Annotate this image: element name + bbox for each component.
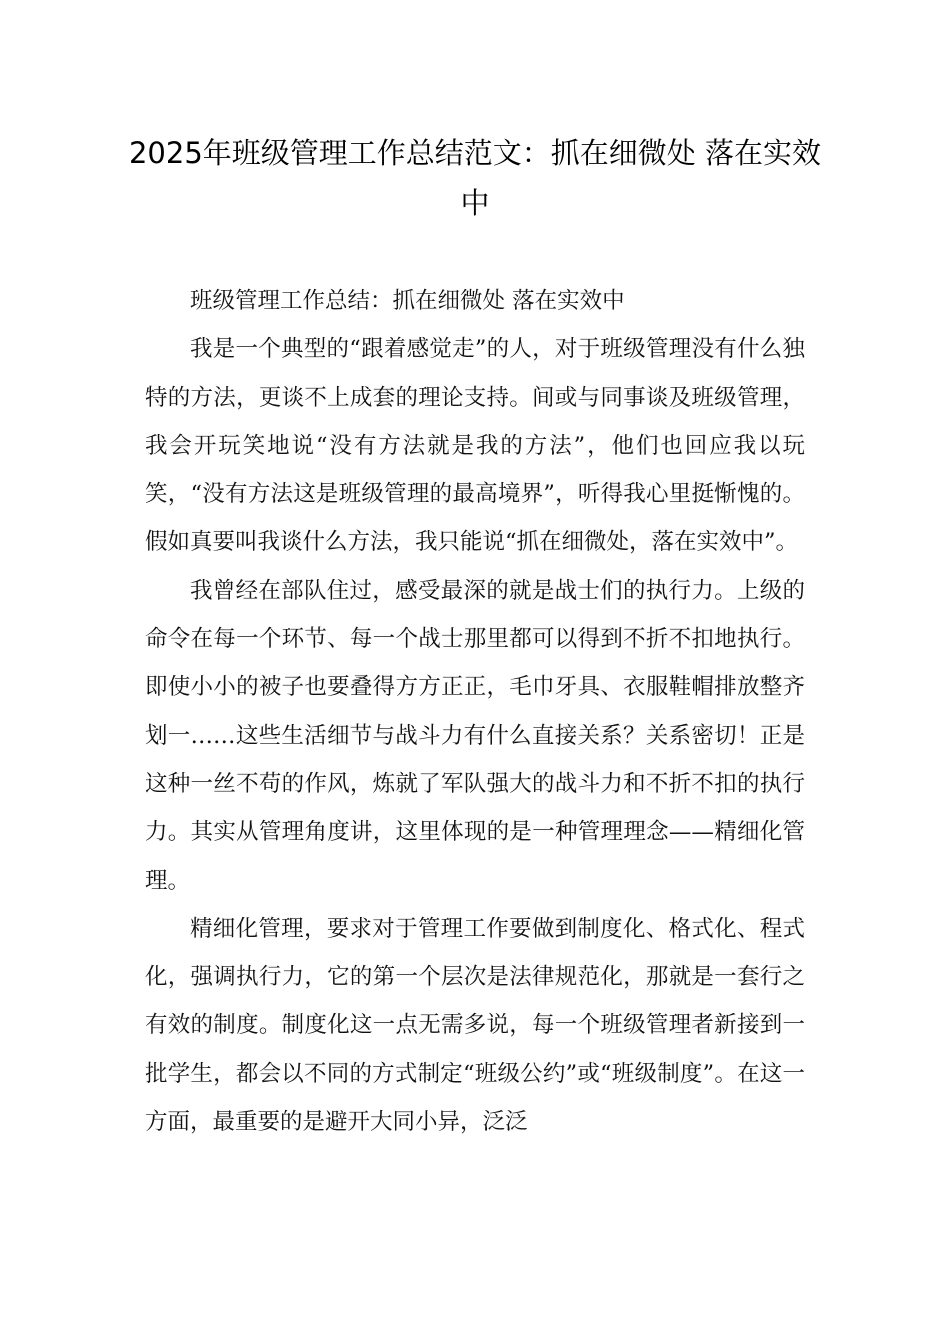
paragraph: 我曾经在部队住过，感受最深的就是战士们的执行力。上级的命令在每一个环节、每一个战士那里都可以得到不折不扣地执行。即使小小的被子也要叠得方方正正，毛巾牙具、衣服鞋帽排放整齐划一……这些生活细节与战斗力有什么直接关系？关系密切！正是这种一丝不苟的作风，炼就了军队强大的战斗力和不折不扣的执行力。其实从管理角度讲，这里体现的是一种管理理念——精细化管理。 — [145, 577, 805, 894]
paragraph: 我是一个典型的“跟着感觉走”的人，对于班级管理没有什么独特的方法，更谈不上成套的理论支持。间或与同事谈及班级管理，我会开玩笑地说“没有方法就是我的方法”，他们也回应我以玩笑，“没有方法这是班级管理的最高境界”，听得我心里挺惭愧的。假如真要叫我谈什么方法，我只能说“抓在细微处，落在实效中”。 — [145, 336, 805, 556]
document-body — [145, 277, 805, 1146]
paragraph-subtitle: 班级管理工作总结：抓在细微处 落在实效中 — [190, 288, 625, 314]
paragraph: 精细化管理，要求对于管理工作要做到制度化、格式化、程式化，强调执行力，它的第一个层次是法律规范化，那就是一套行之有效的制度。制度化这一点无需多说，每一个班级管理者新接到一批学生，都会以不同的方式制定“班级公约”或“班级制度”。在这一方面，最重要的是避开大同小异，泛泛 — [145, 915, 805, 1136]
document-title: 2025年班级管理工作总结范文：抓在细微处 落在实效中 — [128, 136, 822, 220]
